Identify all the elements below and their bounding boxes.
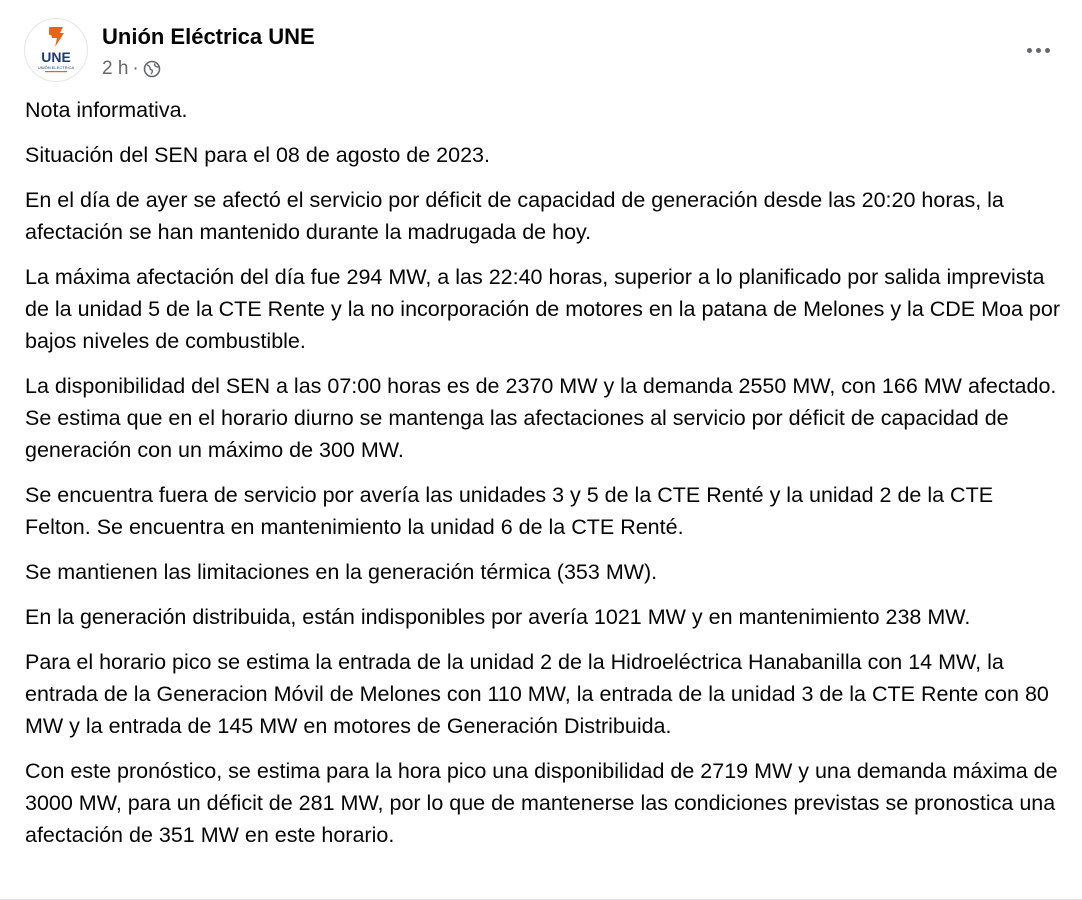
post-paragraph: Se mantienen las limitaciones en la generación térmica (353 MW). (25, 560, 658, 584)
logo-text: UNE (41, 49, 71, 65)
post-body (25, 94, 1060, 864)
post-paragraph: En el día de ayer se afectó el servicio por déficit de capacidad de generación desde las 20:20 horas, la afectación se han mantenido durante la madrugada de hoy. (25, 188, 1004, 244)
post-paragraph: Para el horario pico se estima la entrada de la unidad 2 de la Hidroeléctrica Hanabanilla con 14 MW, la entrada de la Generacion Móvil de Melones con 110 MW, la entrada de la unidad 3 de la CTE Rente con 80 MW y la entrada de 145 MW en motores de Generación Distribuida. (25, 650, 1049, 738)
post-paragraph: La máxima afectación del día fue 294 MW, a las 22:40 horas, superior a lo planificado por salida imprevista de la unidad 5 de la CTE Rente y la no incorporación de motores en la patana de Melones y la CDE Moa por bajos niveles de combustible. (25, 265, 1060, 353)
post-paragraph: Nota informativa. (25, 98, 188, 122)
post-header (24, 18, 1058, 86)
post-paragraph: Se encuentra fuera de servicio por avería las unidades 3 y 5 de la CTE Renté y la unidad 2 de la CTE Felton. Se encuentra en mantenimiento la unidad 6 de la CTE Renté. (25, 483, 994, 539)
page-avatar[interactable] (24, 18, 88, 82)
logo-subtext: UNIÓN ELÉCTRICA (37, 65, 75, 70)
page-name[interactable]: Unión Eléctrica UNE (102, 24, 315, 49)
meta-separator: · (132, 58, 139, 79)
post-meta (102, 58, 161, 80)
post-paragraph: Situación del SEN para el 08 de agosto de 2023. (25, 143, 490, 167)
post-timestamp[interactable]: 2 h (102, 58, 129, 79)
more-options-icon[interactable] (1018, 34, 1058, 66)
post-paragraph: Con este pronóstico, se estima para la hora pico una disponibilidad de 2719 MW y una demanda máxima de 3000 MW, para un déficit de 281 MW, por lo que de mantenerse las condiciones previstas se pronostica una afectación de 351 MW en este horario. (25, 759, 1058, 847)
post-paragraph: La disponibilidad del SEN a las 07:00 horas es de 2370 MW y la demanda 2550 MW, con 166 MW afectado. Se estima que en el horario diurno se mantenga las afectaciones al servicio por déficit de capacidad de generación con un máximo de 300 MW. (25, 374, 1057, 462)
globe-icon[interactable] (143, 60, 161, 78)
post-paragraph: En la generación distribuida, están indisponibles por avería 1021 MW y en mantenimiento 238 MW. (25, 605, 971, 629)
une-logo-icon (25, 19, 87, 81)
